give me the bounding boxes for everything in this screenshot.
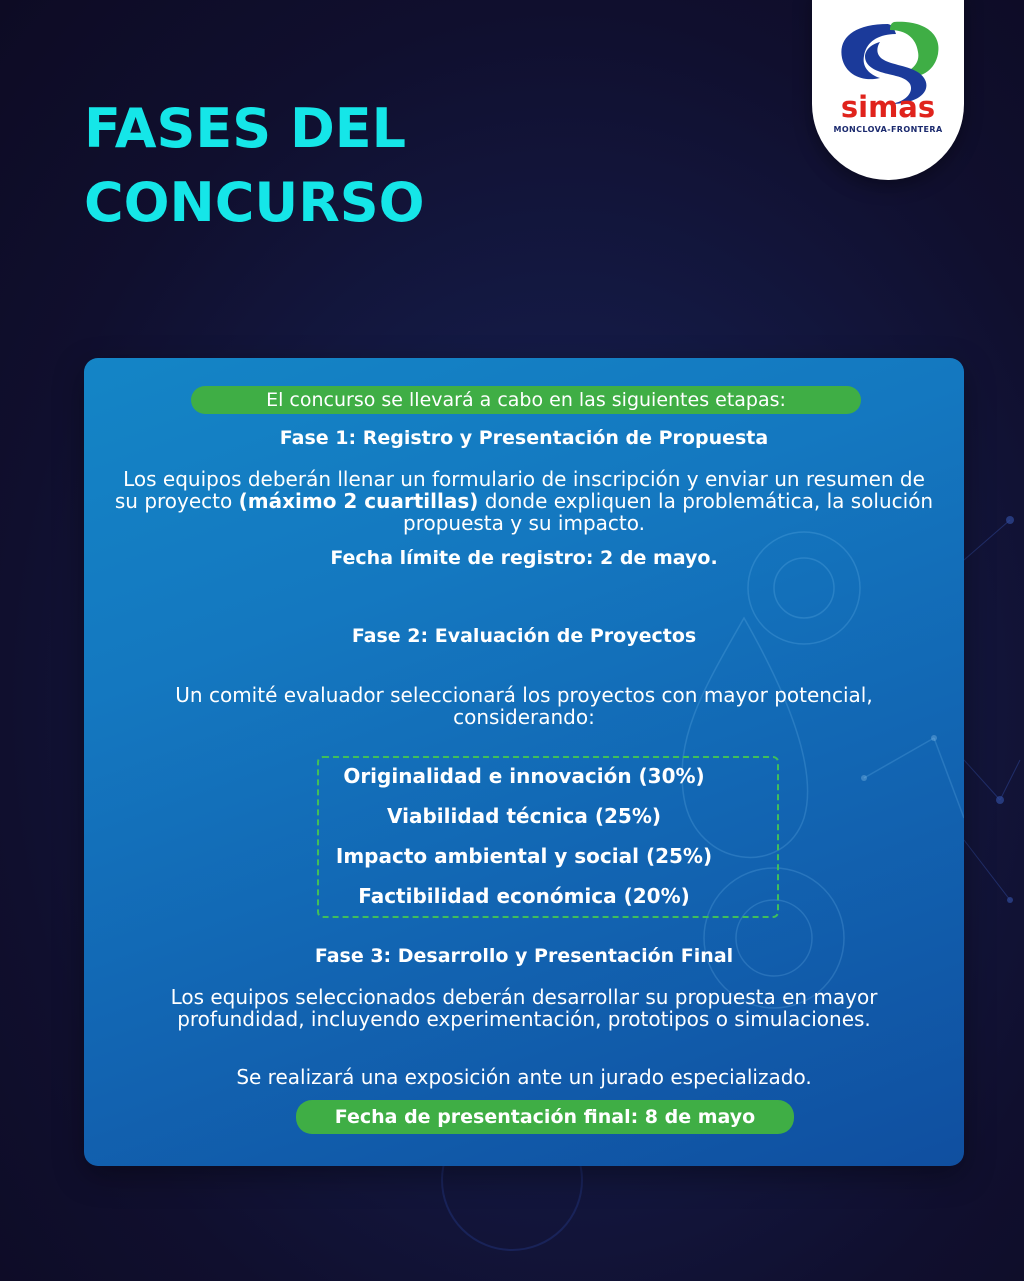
phase-3-heading: Fase 3: Desarrollo y Presentación Final [314, 945, 734, 967]
phase-1-text-before: Los equipos deberán llenar un formulario de inscripción y enviar un resumen de su proyecto [114, 467, 925, 513]
phases-card [84, 358, 964, 1166]
page-title-line-2: CONCURSO [84, 171, 425, 234]
phase-1-text-after: donde expliquen la problemática, la solución propuesta y su impacto. [403, 489, 934, 535]
logo-subtitle: MONCLOVA-FRONTERA [833, 125, 943, 134]
criteria-item-originality: Originalidad e innovación (30%) [343, 764, 705, 788]
phase-2-description: Un comité evaluador seleccionará los proyectos con mayor potencial, considerando: [175, 683, 873, 729]
logo-name: simas [840, 90, 936, 124]
phase-1-description [114, 468, 934, 534]
phase-3-exposition: Se realizará una exposición ante un jurado especializado. [236, 1065, 812, 1089]
phase-1-deadline: Fecha límite de registro: 2 de mayo. [330, 547, 718, 569]
page-title [84, 92, 684, 240]
criteria-item-technical: Viabilidad técnica (25%) [387, 804, 661, 828]
phase-3-description: Los equipos seleccionados deberán desarrollar su propuesta en mayor profundidad, incluyendo experimentación, prototipos o simulaciones. [170, 985, 878, 1031]
page-title-line-1: FASES DEL [84, 97, 407, 160]
phase-1-heading: Fase 1: Registro y Presentación de Propuesta [279, 427, 769, 449]
final-date-pill: Fecha de presentación final: 8 de mayo [296, 1100, 794, 1134]
criteria-item-impact: Impacto ambiental y social (25%) [335, 844, 713, 868]
phase-1-text-bold: (máximo 2 cuartillas) [238, 489, 479, 513]
intro-pill: El concurso se llevará a cabo en las siguientes etapas: [191, 386, 861, 414]
criteria-item-economic: Factibilidad económica (20%) [358, 884, 690, 908]
phase-2-heading: Fase 2: Evaluación de Proyectos [351, 625, 697, 647]
simas-logo-badge [812, 0, 964, 180]
